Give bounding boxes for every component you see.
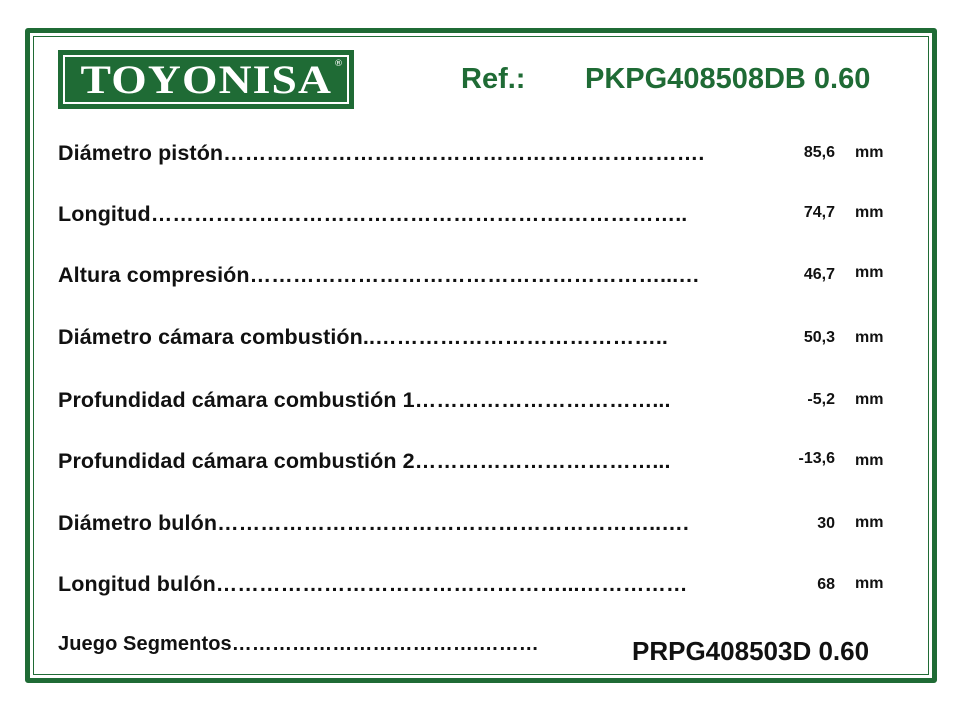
spec-value-combustion-chamber-diameter: 50,3	[803, 329, 835, 346]
spec-value-combustion-depth-2: -13,6	[798, 450, 835, 467]
segments-value: PRPG408503D 0.60	[632, 636, 870, 666]
registered-mark-icon: ®	[334, 59, 343, 69]
spec-unit-combustion-depth-1: mm	[855, 391, 884, 408]
spec-value-length: 74,7	[803, 204, 835, 221]
spec-unit-compression-height: mm	[855, 264, 884, 281]
logo-inner-frame	[63, 55, 349, 104]
spec-label-pin-length: Longitud bulón…………………………………………...……………	[58, 572, 688, 596]
spec-value-compression-height: 46,7	[803, 266, 835, 283]
spec-label-pin-diameter: Diámetro bulón……………………………………………………..….	[58, 511, 689, 535]
spec-unit-length: mm	[855, 204, 884, 221]
spec-label-piston-diameter: Diámetro pistón………………………………………………………….	[58, 141, 705, 165]
ref-value: PKPG408508DB 0.60	[585, 63, 871, 95]
spec-value-combustion-depth-1: -5,2	[807, 391, 835, 408]
spec-unit-combustion-chamber-diameter: mm	[855, 329, 884, 346]
spec-unit-pin-length: mm	[855, 575, 884, 592]
spec-label-combustion-depth-2: Profundidad cámara combustión 2……………………………...	[58, 449, 671, 473]
ref-label: Ref.:	[461, 63, 526, 95]
spec-label-combustion-depth-1: Profundidad cámara combustión 1……………………………...	[58, 388, 671, 412]
spec-unit-combustion-depth-2: mm	[855, 452, 884, 469]
spec-value-piston-diameter: 85,6	[803, 144, 835, 161]
logo-text: TOYONISA	[80, 56, 332, 102]
spec-value-pin-diameter: 30	[817, 515, 835, 532]
spec-label-combustion-chamber-diameter: Diámetro cámara combustión..…………………………………..	[58, 325, 668, 349]
spec-value-pin-length: 68	[817, 576, 835, 593]
spec-unit-piston-diameter: mm	[855, 144, 884, 161]
spec-label-compression-height: Altura compresión…………………………………………………...…	[58, 263, 700, 287]
spec-unit-pin-diameter: mm	[855, 514, 884, 531]
toyonisa-logo	[58, 50, 354, 109]
spec-label-length: Longitud………………………………………………….……………..	[58, 202, 688, 226]
segments-label: Juego Segmentos……………………………….………	[58, 633, 539, 655]
